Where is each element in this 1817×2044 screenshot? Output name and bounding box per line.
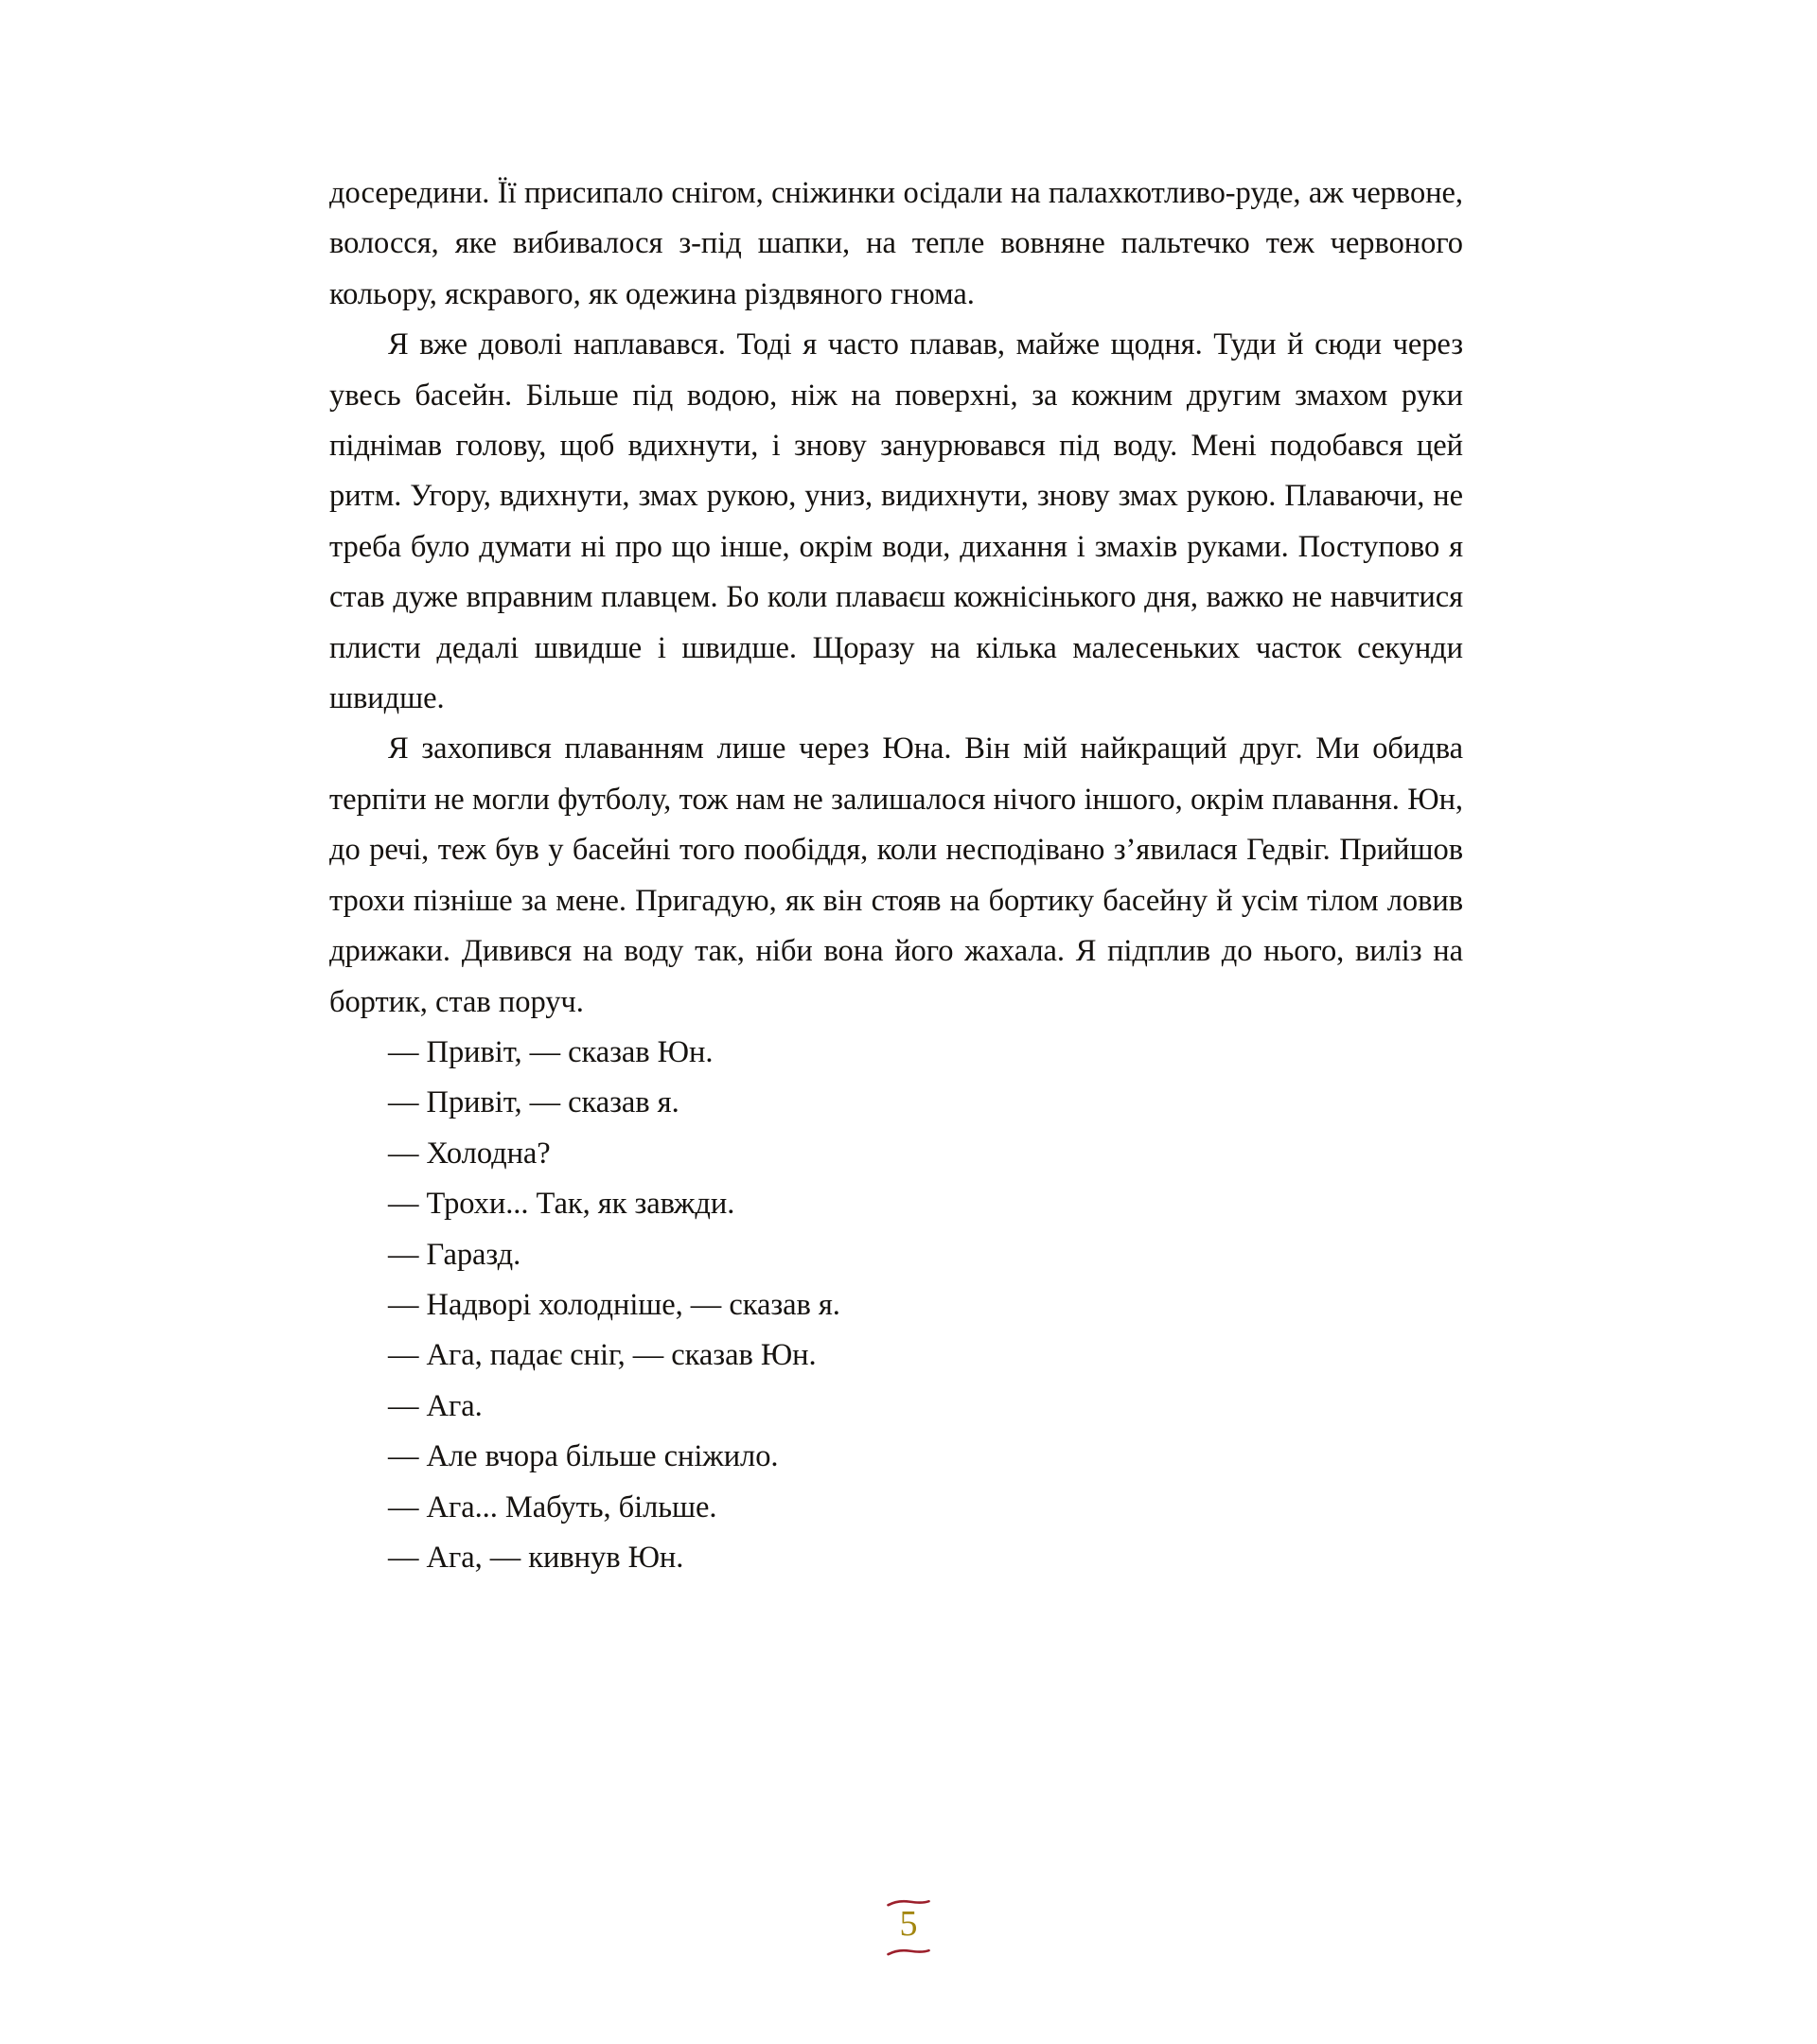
page-number: 5 <box>899 1903 918 1944</box>
dialogue-line: — Надворі холодніше, — сказав я. <box>388 1287 840 1322</box>
dialogue-line: — Гаразд. <box>388 1237 521 1272</box>
dialogue-line: — Ага... Мабуть, більше. <box>388 1489 717 1524</box>
page-folio <box>0 1872 1817 1976</box>
page-text-block <box>329 168 1463 1583</box>
dialogue-line: — Трохи... Так, як завжди. <box>388 1187 735 1222</box>
folio-rule-bottom-icon <box>887 1945 930 1953</box>
body-paragraph: Я захопився плаванням лише через Юна. Він мій найкращий друг. Ми обидва терпіти не могли футболу, тож нам не залишалося нічого іншого, окрім плавання. Юн, до речі, теж був у басейні того пообіддя, коли несподівано з’явилася Гедвіг. Прийшов трохи пізніше за мене. Пригадую, як він стояв на бортику басейну й усім тілом ловив дрижаки. Дивився на воду так, ніби вона його жахала. Я підплив до нього, виліз на бортик, став поруч. <box>329 731 1463 1019</box>
body-paragraph: досередини. Її присипало снігом, сніжинки осідали на палахкотливо-руде, аж червоне, волосся, яке вибивалося з-під шапки, на тепле вовняне пальтечко теж червоного кольору, яскравого, як одежина різдвяного гнома. <box>329 176 1463 311</box>
dialogue-line: — Ага, падає сніг, — сказав Юн. <box>388 1338 817 1373</box>
folio-rule-top-icon <box>887 1895 930 1904</box>
dialogue-line: — Ага, — кивнув Юн. <box>388 1540 684 1575</box>
dialogue-line: — Привіт, — сказав я. <box>388 1085 679 1120</box>
dialogue-line: — Ага. <box>388 1388 483 1423</box>
dialogue-line: — Привіт, — сказав Юн. <box>388 1034 714 1069</box>
dialogue-line: — Холодна? <box>388 1136 551 1171</box>
body-paragraph: Я вже доволі наплавався. Тоді я часто плавав, майже щодня. Туди й сюди через увесь басейн. Більше під водою, ніж на поверхні, за кожним другим змахом руки піднімав голову, щоб вдихнути, і знову занурювався під воду. Мені подобався цей ритм. Угору, вдихнути, змах рукою, униз, видихнути, знову змах рукою. Плаваючи, не треба було думати ні про що інше, окрім води, дихання і змахів руками. Поступово я став дуже вправним плавцем. Бо коли плаваєш кожнісінького дня, важко не навчитися плисти дедалі швидше і швидше. Щоразу на кілька малесеньких часток секунди швидше. <box>329 327 1463 716</box>
dialogue-line: — Але вчора більше сніжило. <box>388 1439 779 1474</box>
